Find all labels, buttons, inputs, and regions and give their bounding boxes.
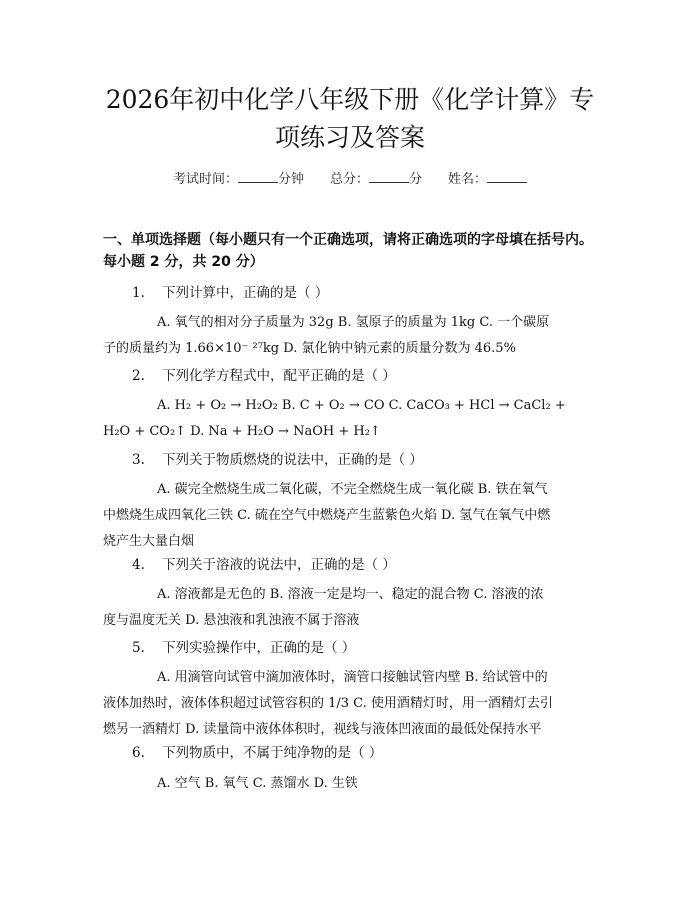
- question-number: 2.: [132, 368, 145, 384]
- question-number: 4.: [132, 557, 145, 573]
- question-2-stem: [132, 366, 396, 386]
- options-line: A. 碳完全燃烧生成二氧化碳，不完全燃烧生成一氧化碳 B. 铁在氧气: [157, 482, 548, 497]
- name-blank[interactable]: [487, 170, 527, 183]
- page-title-line1: 2026年初中化学八年级下册《化学计算》专: [105, 85, 595, 114]
- options-line: 中燃烧生成四氧化三铁 C. 硫在空气中燃烧产生蓝紫色火焰 D. 氢气在氧气中燃: [103, 508, 551, 523]
- section-heading: [103, 229, 603, 273]
- question-1-stem: [132, 283, 328, 303]
- options-line: 度与温度无关 D. 悬浊液和乳浊液不属于溶液: [103, 613, 360, 628]
- question-5-options: [103, 665, 603, 743]
- question-4-stem: [132, 555, 396, 575]
- name-label: 姓名：: [448, 172, 488, 187]
- section-heading-line2: 每小题 2 分，共 20 分）: [103, 254, 264, 270]
- options-line: A. 空气 B. 氧气 C. 蒸馏水 D. 生铁: [157, 776, 358, 791]
- score-label: 总分：: [329, 172, 369, 187]
- question-text: 下列物质中，不属于纯净物的是（ ）: [162, 745, 383, 761]
- question-3-stem: [132, 450, 423, 470]
- question-text: 下列关于溶液的说法中，正确的是（ ）: [162, 557, 396, 573]
- question-number: 1.: [132, 285, 145, 301]
- question-5-stem: [132, 638, 355, 658]
- options-line: 液体加热时，液体体积超过试管容积的 1/3 C. 使用酒精灯时，用一酒精灯去引: [103, 696, 553, 711]
- score-blank[interactable]: [369, 170, 409, 183]
- question-text: 下列化学方程式中，配平正确的是（ ）: [162, 368, 396, 384]
- options-line: A. 溶液都是无色的 B. 溶液一定是均一、稳定的混合物 C. 溶液的浓: [157, 587, 544, 602]
- options-line: H₂O + CO₂↑ D. Na + H₂O → NaOH + H₂↑: [103, 424, 381, 439]
- question-text: 下列实验操作中，正确的是（ ）: [162, 640, 356, 656]
- page-title-line2: 项练习及答案: [274, 123, 425, 152]
- time-unit: 分钟: [277, 172, 304, 187]
- question-text: 下列计算中，正确的是（ ）: [162, 285, 329, 301]
- question-4-options: [103, 582, 603, 634]
- options-line: 燃另一酒精灯 D. 读量筒中液体体积时，视线与液体凹液面的最低处保持水平: [103, 722, 542, 737]
- question-2-options: [103, 393, 603, 445]
- question-1-options: [103, 310, 603, 362]
- exam-meta: [0, 168, 700, 187]
- time-label: 考试时间：: [172, 172, 238, 187]
- options-line: A. 用滴管向试管中滴加液体时，滴管口接触试管内壁 B. 给试管中的: [157, 670, 548, 685]
- options-line: 子的质量约为 1.66×10⁻ ²⁷kg D. 氯化钠中钠元素的质量分数为 46.5%: [103, 341, 516, 356]
- time-blank[interactable]: [238, 170, 278, 183]
- question-6-stem: [132, 743, 382, 763]
- question-number: 5.: [132, 640, 145, 656]
- question-number: 6.: [132, 745, 145, 761]
- options-line: 烧产生大量白烟: [103, 534, 195, 549]
- section-heading-line1: 一、单项选择题（每小题只有一个正确选项，请将正确选项的字母填在括号内。: [103, 232, 593, 248]
- options-line: A. 氧气的相对分子质量为 32g B. 氢原子的质量为 1kg C. 一个碳原: [157, 315, 550, 330]
- question-3-options: [103, 477, 603, 555]
- question-number: 3.: [132, 452, 145, 468]
- options-line: A. H₂ + O₂ → H₂O₂ B. C + O₂ → CO C. CaCO₃ + HCl → CaCl₂ +: [157, 398, 566, 413]
- question-text: 下列关于物质燃烧的说法中，正确的是（ ）: [162, 452, 423, 468]
- question-6-options: [103, 771, 603, 797]
- score-unit: 分: [409, 172, 423, 187]
